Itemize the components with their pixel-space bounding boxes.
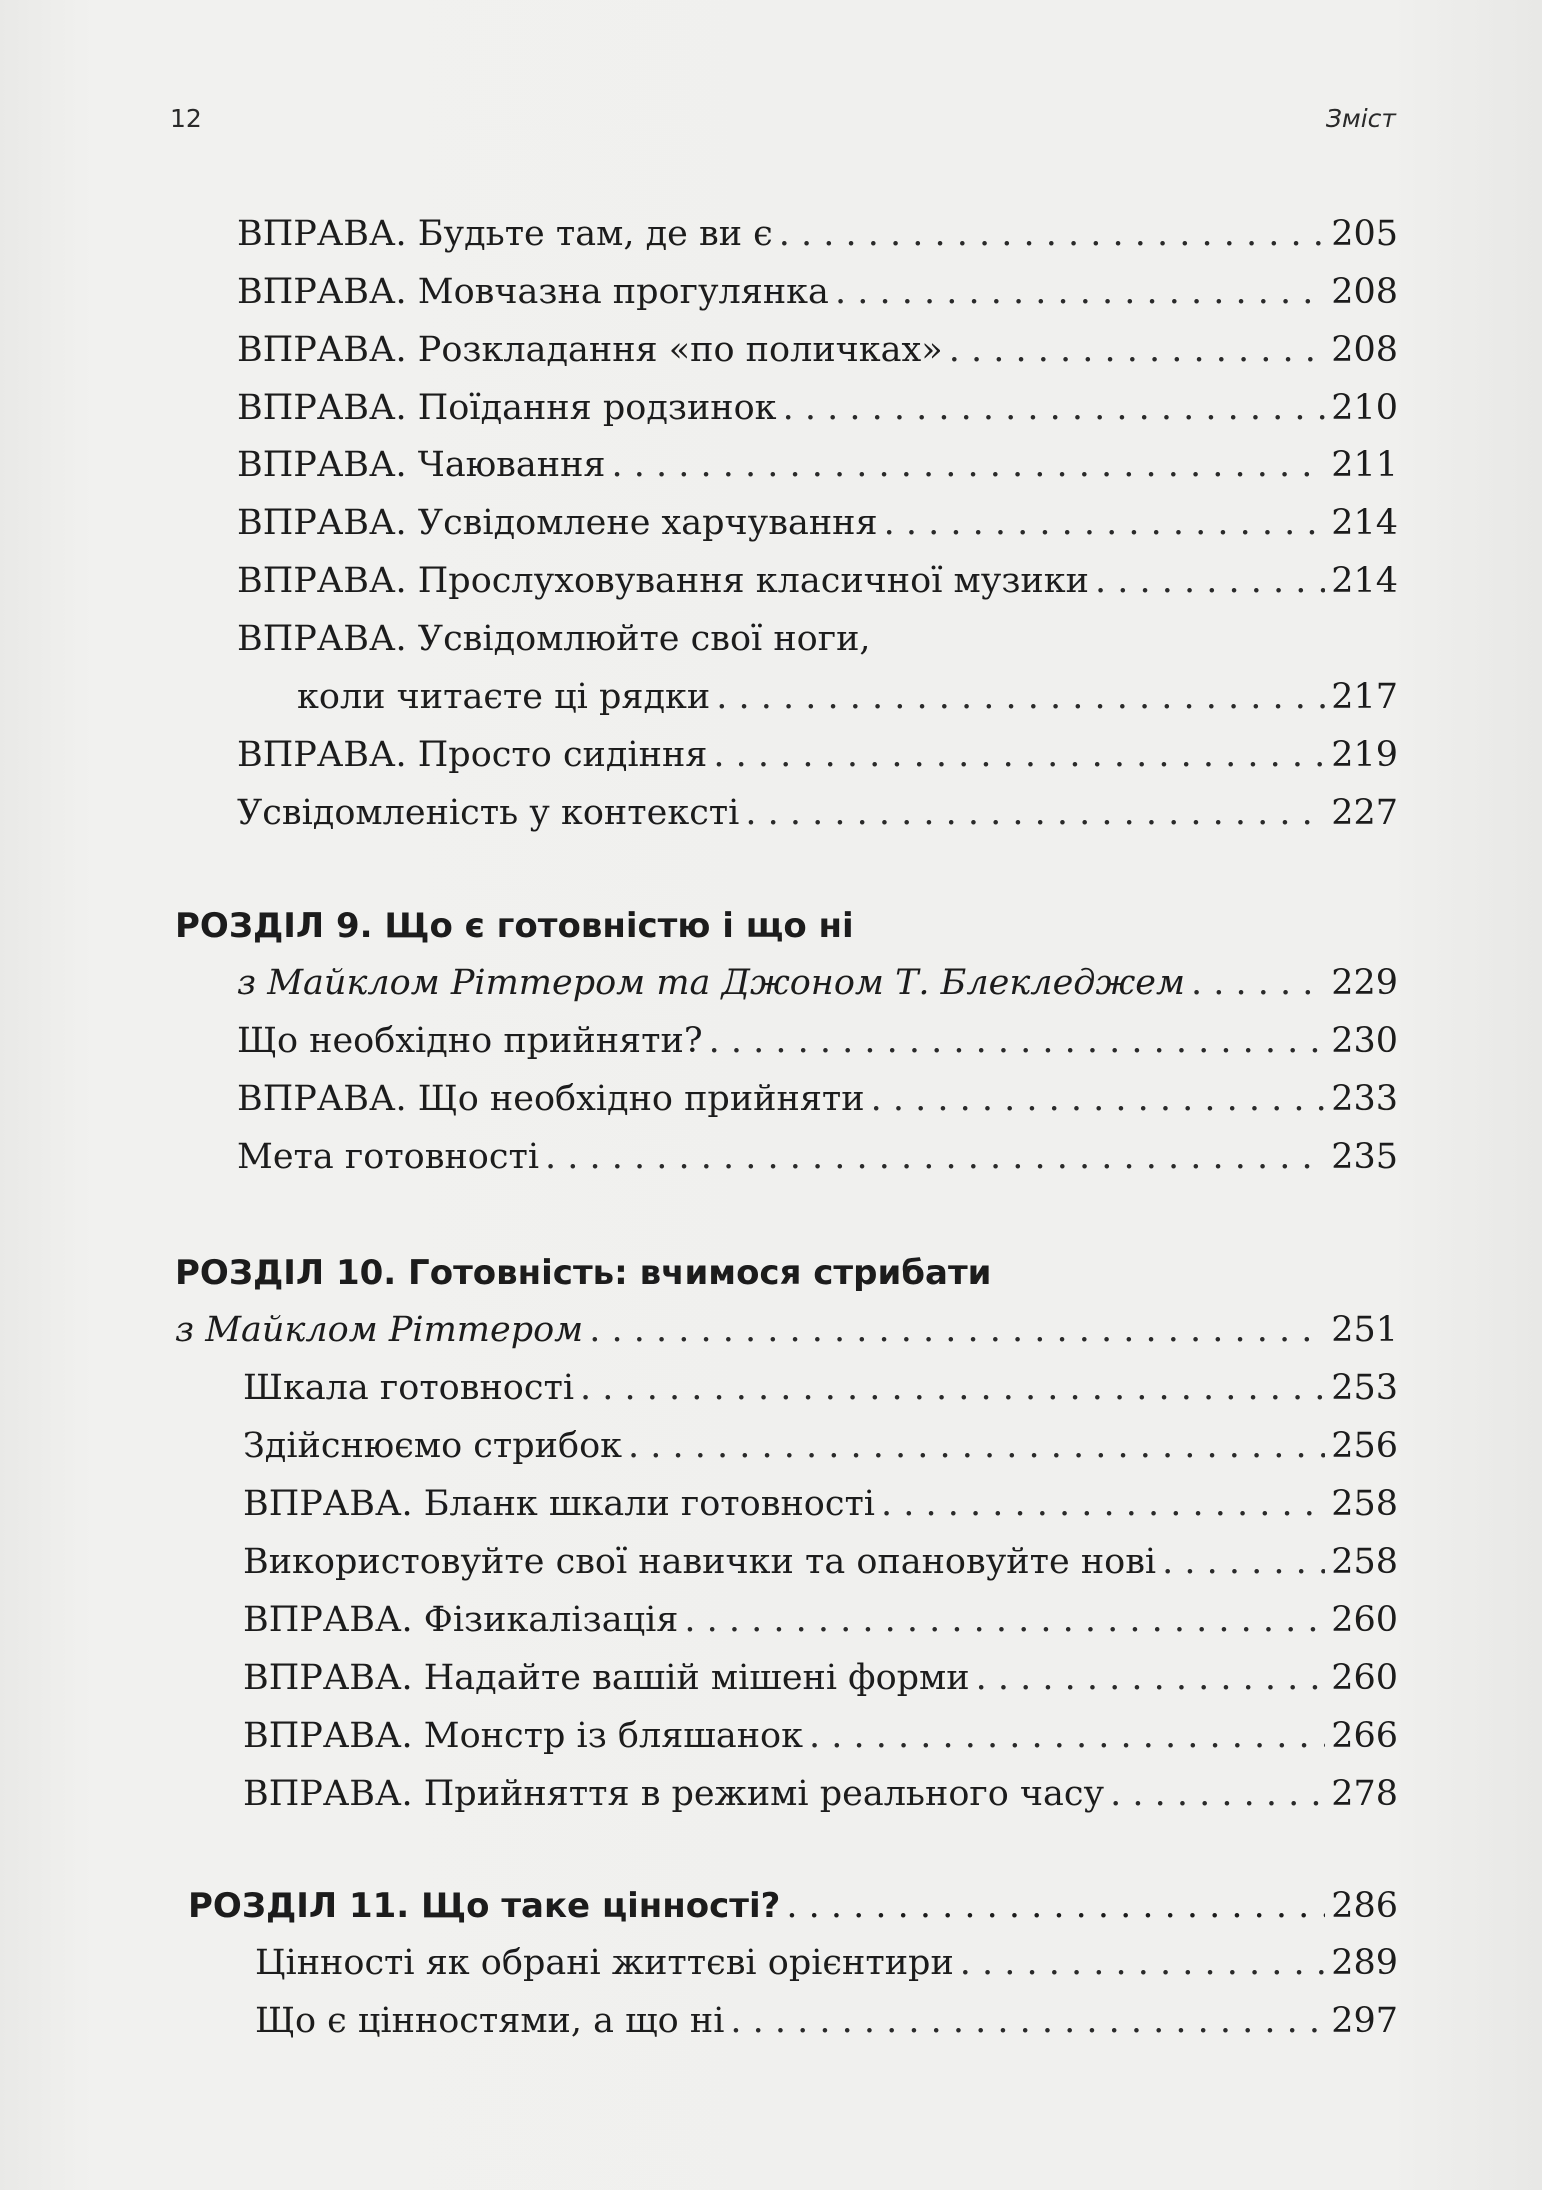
toc-entry <box>297 672 1398 722</box>
toc-entry <box>237 325 1398 375</box>
toc-entry-label: Усвідомленість у контексті <box>237 793 740 833</box>
toc-entry <box>237 209 1398 259</box>
toc-entry <box>237 267 1398 317</box>
toc-entry <box>255 1938 1398 1988</box>
leader-dots <box>730 1996 1325 2046</box>
toc-entry-page: 208 <box>1331 272 1398 312</box>
leader-dots <box>976 1653 1326 1703</box>
leader-dots <box>1110 1769 1325 1819</box>
toc-entry-page: 266 <box>1331 1716 1398 1756</box>
toc-entry <box>243 1595 1398 1645</box>
toc-entry <box>243 1479 1398 1529</box>
leader-dots <box>835 267 1325 317</box>
leader-dots <box>545 1132 1325 1182</box>
leader-dots <box>960 1938 1325 1988</box>
toc-entry-label: Що є цінностями, а що ні <box>255 2001 725 2041</box>
leader-dots <box>786 1880 1325 1932</box>
chapter-heading: РОЗДІЛ 11. Що таке цінності? <box>188 1886 781 1926</box>
toc-entry-label: ВПРАВА. Надайте вашій мішені форми <box>243 1658 970 1698</box>
toc-entry <box>175 1305 1398 1355</box>
toc-entry-label: ВПРАВА. Усвідомлюйте свої ноги, <box>237 619 871 659</box>
leader-dots <box>809 1711 1325 1761</box>
toc-entry <box>237 383 1398 433</box>
toc-entry-page: 205 <box>1331 214 1398 254</box>
toc-entry-label: Цінності як обрані життєві орієнтири <box>255 1943 954 1983</box>
toc-entry-page: 260 <box>1331 1658 1398 1698</box>
chapter-heading: РОЗДІЛ 9. Що є готовністю і що ні <box>175 906 854 946</box>
leader-dots <box>871 1074 1326 1124</box>
toc-entry-label: з Майклом Ріттером <box>175 1310 584 1350</box>
toc-entry-page: 286 <box>1331 1886 1398 1926</box>
toc-entry-page: 258 <box>1331 1484 1398 1524</box>
leader-dots <box>745 788 1325 838</box>
toc-entry-label: Шкала готовності <box>243 1368 575 1408</box>
toc-entry-page: 208 <box>1331 330 1398 370</box>
toc-entry-page: 297 <box>1331 2001 1398 2041</box>
toc-entry-label: ВПРАВА. Що необхідно прийняти <box>237 1079 865 1119</box>
toc-entry-page: 233 <box>1331 1079 1398 1119</box>
toc-entry-label: ВПРАВА. Мовчазна прогулянка <box>237 272 829 312</box>
toc-entry-page: 211 <box>1331 445 1398 485</box>
toc-entry-label: ВПРАВА. Усвідомлене харчування <box>237 503 878 543</box>
toc-entry-page: 289 <box>1331 1943 1398 1983</box>
toc-entry-label: ВПРАВА. Будьте там, де ви є <box>237 214 773 254</box>
page-number: 12 <box>170 104 202 133</box>
leader-dots <box>1162 1537 1325 1587</box>
toc-entry-page: 278 <box>1331 1774 1398 1814</box>
leader-dots <box>709 1016 1326 1066</box>
leader-dots <box>881 1479 1325 1529</box>
toc-entry-page: 210 <box>1331 388 1398 428</box>
toc-entry-page: 227 <box>1331 793 1398 833</box>
leader-dots <box>783 383 1326 433</box>
toc-entry <box>237 1016 1398 1066</box>
toc-entry <box>237 556 1398 606</box>
leader-dots <box>779 209 1325 259</box>
toc-entry-label: ВПРАВА. Фізикалізація <box>243 1600 679 1640</box>
toc-entry-label: ВПРАВА. Прослуховування класичної музики <box>237 561 1089 601</box>
toc-entry-page: 230 <box>1331 1021 1398 1061</box>
toc-entry-label: ВПРАВА. Прийняття в режимі реального часу <box>243 1774 1105 1814</box>
toc-entry <box>243 1421 1398 1471</box>
toc-entry-page: 229 <box>1331 963 1398 1003</box>
toc-entry-label: Мета готовності <box>237 1137 540 1177</box>
toc-entry <box>237 1132 1398 1182</box>
leader-dots <box>611 440 1325 490</box>
toc-entry <box>243 1769 1398 1819</box>
toc-entry <box>243 1653 1398 1703</box>
toc-entry-label: ВПРАВА. Поїдання родзинок <box>237 388 777 428</box>
toc-entry-page: 219 <box>1331 735 1398 775</box>
toc-entry-label: ВПРАВА. Бланк шкали готовності <box>243 1484 875 1524</box>
leader-dots <box>949 325 1326 375</box>
toc-entry-page: 258 <box>1331 1542 1398 1582</box>
toc-entry <box>237 498 1398 548</box>
leader-dots <box>1095 556 1325 606</box>
chapter-heading-entry <box>188 1880 1398 1932</box>
running-head-title: Зміст <box>1325 104 1396 133</box>
leader-dots <box>628 1421 1325 1471</box>
toc-entry-label: з Майклом Ріттером та Джоном Т. Блекледжем <box>237 963 1185 1003</box>
toc-entry <box>237 440 1398 490</box>
toc-entry-page: 256 <box>1331 1426 1398 1466</box>
leader-dots <box>1191 958 1325 1008</box>
toc-entry-page: 260 <box>1331 1600 1398 1640</box>
leader-dots <box>713 730 1325 780</box>
toc-entry-label: Здійснюємо стрибок <box>243 1426 623 1466</box>
leader-dots <box>684 1595 1325 1645</box>
toc-entry <box>243 1711 1398 1761</box>
toc-entry-label: Що необхідно прийняти? <box>237 1021 703 1061</box>
toc-entry-label: ВПРАВА. Просто сидіння <box>237 735 708 775</box>
chapter-heading: РОЗДІЛ 10. Готовність: вчимося стрибати <box>175 1253 992 1293</box>
toc-entry-page: 214 <box>1331 561 1398 601</box>
toc-entry <box>255 1996 1398 2046</box>
toc-entry-label: ВПРАВА. Розкладання «по поличках» <box>237 330 943 370</box>
toc-entry-label: Використовуйте свої навички та опановуйте нові <box>243 1542 1157 1582</box>
toc-entry-label: ВПРАВА. Чаювання <box>237 445 606 485</box>
toc-entry <box>243 1363 1398 1413</box>
toc-entry <box>237 958 1398 1008</box>
toc-entry-page: 235 <box>1331 1137 1398 1177</box>
leader-dots <box>884 498 1326 548</box>
toc-entry-page: 251 <box>1331 1310 1398 1350</box>
toc-entry-label: коли читаєте ці рядки <box>297 677 711 717</box>
toc-entry-page: 214 <box>1331 503 1398 543</box>
toc-entry-page: 217 <box>1331 677 1398 717</box>
leader-dots <box>589 1305 1325 1355</box>
toc-entry <box>237 730 1398 780</box>
toc-entry-page: 253 <box>1331 1368 1398 1408</box>
toc-entry <box>243 1537 1398 1587</box>
leader-dots <box>716 672 1325 722</box>
toc-entry <box>237 788 1398 838</box>
leader-dots <box>580 1363 1325 1413</box>
toc-entry <box>237 1074 1398 1124</box>
toc-entry-label: ВПРАВА. Монстр із бляшанок <box>243 1716 803 1756</box>
